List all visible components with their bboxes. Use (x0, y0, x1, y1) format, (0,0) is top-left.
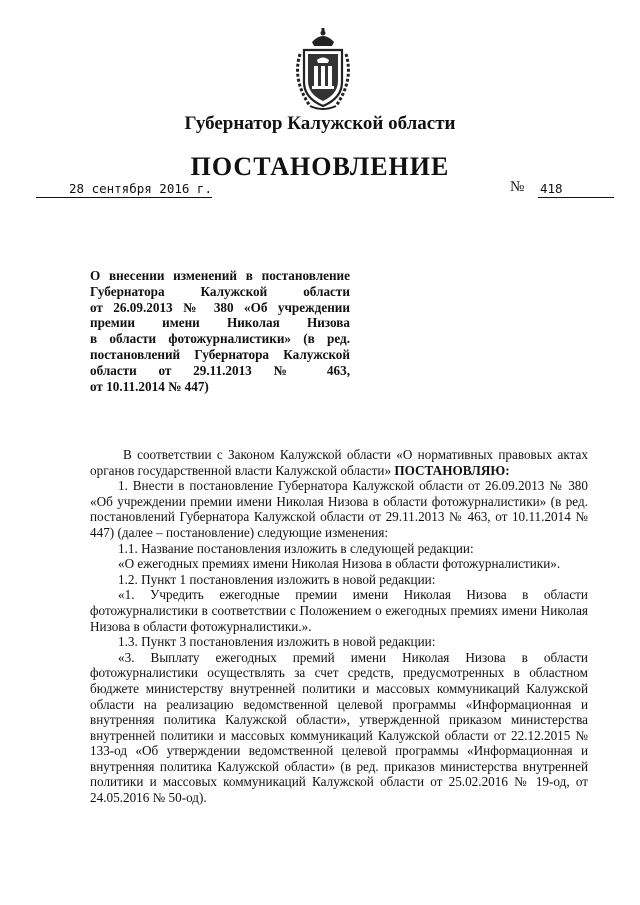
coat-of-arms-emblem (290, 28, 356, 112)
item-1-2-text: «1. Учредить ежегодные премии имени Николая Низова в области фотожурналистики в соответствии с Положением о ежегодных премиях имени Николая Низова в области фотожурналистики.». (90, 587, 588, 634)
document-type-title: ПОСТАНОВЛЕНИЕ (190, 152, 450, 181)
item-1-3-text: «3. Выплату ежегодных премий имени Николая Низова в области фотожурналистики осуществлять за счет средств, предусмотренных в областном бюджете министерству внутренней политики и массовых коммуникаций Калужской области на реализацию ведомственной целевой программы «Информационная и внутренняя политика Калужской области», утвержденной приказом министерства внутренней политики и массовых коммуникаций Калужской области от 22.12.2015 № 133-од «Об утверждении ведомственной целевой программы «Информационная и внутренняя политика Калужской области» (в ред. приказов министерства внутренней политики и массовых коммуникаций Калужской области от 25.02.2016 № 19-од, от 24.05.2016 № 50-од). (90, 649, 588, 806)
document-body (90, 447, 588, 806)
item-1-3: 1.3. Пункт 3 постановления изложить в новой редакции: (118, 634, 436, 650)
item-1-1: 1.1. Название постановления изложить в следующей редакции: (118, 540, 474, 556)
subject-line: области от 29.11.2013 № 463, (90, 362, 350, 378)
document-date: 28 сентября 2016 г. (36, 181, 212, 198)
authority-title: Губернатор Калужской области (184, 113, 456, 134)
subject-line: О внесении изменений в постановление (90, 268, 350, 283)
subject-line: премии имени Николая Низова (90, 315, 350, 331)
item-1-2: 1.2. Пункт 1 постановления изложить в новой редакции: (118, 571, 436, 587)
subject-line: в области фотожурналистики» (в ред. (90, 331, 350, 347)
number-sign: № (510, 179, 525, 195)
subject-line: Губернатора Калужской области (90, 283, 350, 299)
intro-paragraph: В соответствии с Законом Калужской области «О нормативных правовых актах органов государственной власти Калужской области» ПОСТАНОВЛЯЮ: (90, 447, 588, 478)
subject-line: от 26.09.2013 № 380 «Об учреждении (90, 299, 350, 315)
item-1-1-text: «О ежегодных премиях имени Николая Низова в области фотожурналистики». (118, 556, 561, 572)
resolve-word: ПОСТАНОВЛЯЮ (394, 462, 506, 478)
subject-line: от 10.11.2014 № 447) (90, 378, 209, 394)
item-1: 1. Внести в постановление Губернатора Калужской области от 26.09.2013 № 380 «Об учреждении премии имени Николая Низова в области фотожурналистики» (в ред. постановлений Губернатора Калужской области от 29.11.2013 № 463, от 10.11.2014 № 447) (далее – постановление) следующие изменения: (90, 478, 588, 540)
document-number: 418 (538, 181, 614, 198)
subject-line: постановлений Губернатора Калужской (90, 346, 350, 362)
document-subject (90, 268, 350, 394)
intro-text: В соответствии с Законом Калужской области «О нормативных правовых актах органов государственной власти Калужской области» (90, 447, 588, 478)
